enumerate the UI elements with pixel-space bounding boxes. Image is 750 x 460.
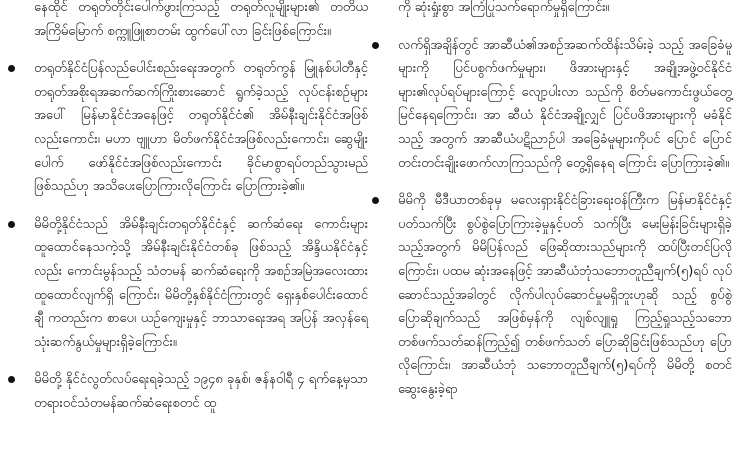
bullet-icon: [8, 65, 15, 72]
bullet-icon: [372, 42, 379, 49]
bullet-icon: [8, 376, 15, 383]
paragraph-text: မိမိကို မီဒီယာတစ်ခုမှ မလေးရှားနိုင်ငံခြားရေးဝန်ကြီးက မြန်မာနိုင်ငံနှင့်ပတ်သက်ပြီး စွပ်စွဲပြောကြားခဲ့မှုနှင့်ပတ် သက်ပြီး မေးမြန်းခြင်းများရှိခဲ့သည့်အတွက် မိမိပြန်လည် ဖြေဆိုထားသည်များကို ထပ်ပြီးတင်ပြလိုကြောင်း၊ ပထမ ဆုံးအနေဖြင့် အာဆီယံဘုံသဘောတူညီချက်(၅)ရပ် လုပ် ဆောင်သည့်အခါတွင် လိုက်ပါလုပ်ဆောင်မှုမရှိဘူးဟုဆို သည့် စွပ်စွဲပြောဆိုချက်သည် အဖြစ်မှန်ကို လျစ်လျူရှု ကြည့်ရှုသည့်သဘော တစ်ဖက်သတ်ဆန်ကြည့်၍ တစ်ဖက်သတ် ပြောဆိုခြင်းဖြစ်သည်ဟု ပြောလိုကြောင်း၊ အာဆီယံဘုံ သဘောတူညီချက်(၅)ရပ်ကို မိမိတို့ စတင်ဆွေးနွေးခဲ့ရာ: [398, 193, 732, 397]
right-column: [398, 0, 732, 416]
paragraph-text: နေထိုင် တရုတ်တိုင်းပေါက်ဖွားကြသည့် တရုတ်လူမျိုးများ၏ တတိယအကြိမ်မြောက် စက္ကူဖြူစာတမ်း ထွက်ပေါ်လာ ခြင်းဖြစ်ကြောင်း။: [34, 0, 368, 39]
paragraph: [398, 0, 732, 20]
paragraph-text: တရုတ်နိုင်ငံပြန်လည်ပေါင်းစည်းရေးအတွက် တရုတ်ကွန် မြူနစ်ပါတီနှင့် တရုတ်အစိုးရအဆက်ဆက်ကြိုးစားဆောင် ရွက်ခဲ့သည့် လုပ်ငန်းစဉ်များအပေါ် မြန်မာနိုင်ငံအနေဖြင့် တရုတ်နိုင်ငံ၏ အိမ်နီးချင်းနိုင်ငံအဖြစ်လည်းကောင်း၊ မဟာ ဗျူဟာ မိတ်ဖက်နိုင်ငံအဖြစ်လည်းကောင်း၊ ဆွေမျိုးပေါက် ဖော်နိုင်ငံအဖြစ်လည်းကောင်း ခိုင်မာစွာရပ်တည်သွားမည် ဖြစ်သည်ဟု အသိပေးပြောကြားလိုကြောင်း ပြောကြားခဲ့၏။: [34, 61, 368, 195]
paragraph-text: ကို ဆုံးရှုံးစွာ အကြံပြုသက်ရောက်မှုရှိကြောင်း။: [398, 0, 610, 15]
bullet-paragraph: [34, 368, 368, 415]
paragraph-text: မိမိတို့ နိုင်ငံလွတ်လပ်ရေးရခဲ့သည့် ၁၉၄၈ ခုနှစ်၊ ဇန်နဝါရီ ၄ ရက်နေ့မှသာ တရားဝင်သံတမန်ဆက်ဆံရေးစတင် ထူ: [34, 372, 368, 411]
paragraph-text: လက်ရှိအချိန်တွင် အာဆီယံ၏အစဉ်အဆက်ထိန်းသိမ်းခဲ့ သည့် အခြေခံမူများကို ပြင်ပစွက်ဖက်မှုများ၊ ဖိအားများနှင့် အချို့အဖွဲ့ဝင်နိုင်ငံများ၏လုပ်ရပ်များကြောင့် လျော့ပါးလာ သည်ကို စိတ်မကောင်းဖွယ်တွေ့မြင်နေရကြောင်း၊ အာ ဆီယံ နိုင်ငံအချို့လျှင် ပြင်ပဖိအားများကို မခံနိုင်သည့် အတွက် အာဆီယံပဋိညာဉ်ပါ အခြေခံမူများကိုပင် ပြောင် ပြောင်တင်းတင်းချိုးဖောက်လာကြသည်ကို တွေ့ရှိနေရ ကြောင်း ပြောကြားခဲ့၏။: [398, 37, 732, 171]
bullet-icon: [8, 221, 15, 228]
paragraph-text: မိမိတို့နိုင်ငံသည် အိမ်နီးချင်းတရုတ်နိုင်ငံနှင့် ဆက်ဆံရေး ကောင်းများ ထူထောင်နေသကဲ့သို့ အိမ်နီးချင်းနိုင်ငံတစ်ခု ဖြစ်သည့် အိန္ဒိယနိုင်ငံနှင့်လည်း ကောင်းမွန်သည့် သံတမန် ဆက်ဆံရေးကို အစဉ်အမြဲအလေးထားထူထောင်လျက်ရှိ ကြောင်း၊ မိမိတို့နှစ်နိုင်ငံကြားတွင် ရှေးနှစ်ပေါင်းထောင်ချီ ကတည်းက စာပေ၊ ယဉ်ကျေးမှုနှင့် ဘာသာရေးအရ အပြန် အလှန်ရေသုံးဆက်နွယ်မှုများရှိခဲ့ကြောင်း။: [34, 216, 368, 350]
bullet-paragraph: [34, 213, 368, 355]
bullet-paragraph: [398, 189, 732, 401]
bullet-icon: [372, 197, 379, 204]
bullet-paragraph: [34, 57, 368, 199]
left-column: [34, 0, 368, 430]
paragraph: [34, 0, 368, 43]
bullet-paragraph: [398, 34, 732, 176]
